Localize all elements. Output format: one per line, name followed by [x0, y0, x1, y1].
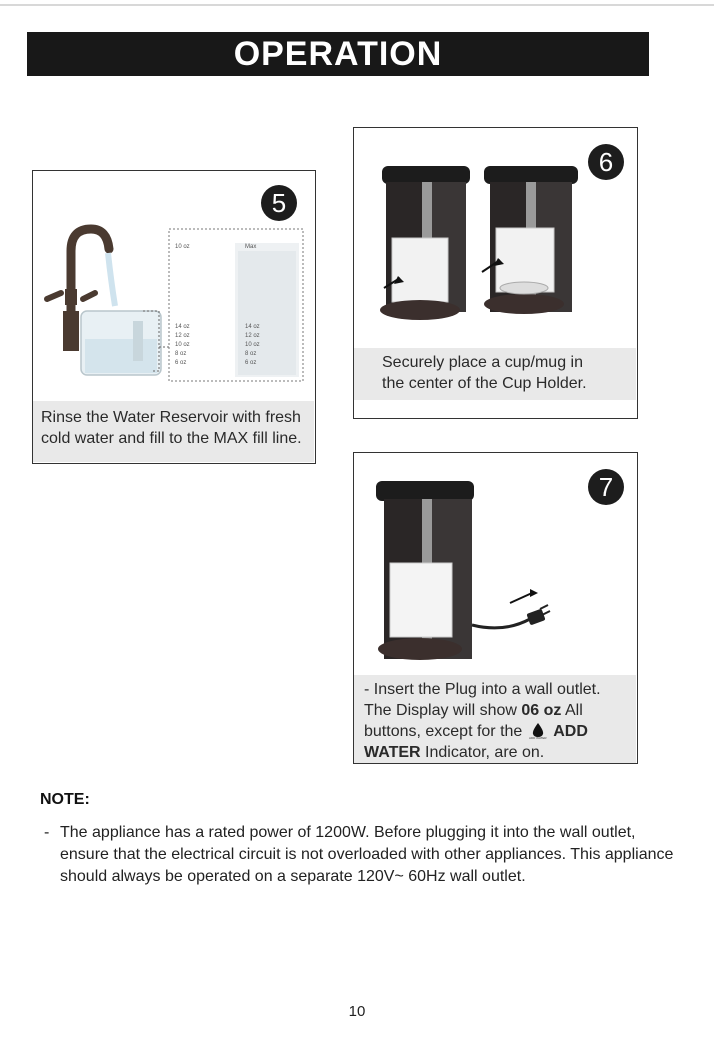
reservoir-scale-left [175, 243, 235, 368]
page-title: OPERATION [27, 32, 649, 76]
scale-mark: 10 oz [245, 342, 260, 348]
scale-mark: 8 oz [245, 351, 257, 357]
page-number: 10 [348, 1003, 366, 1020]
step-7-badge: 7 [588, 469, 624, 505]
note-paragraph [44, 822, 684, 888]
scale-mark: 6 oz [175, 360, 187, 366]
scale-mark: 14 oz [175, 324, 190, 330]
step-6-panel [353, 127, 638, 419]
water-reservoir-icon [81, 311, 161, 375]
step-6-caption: Securely place a cup/mug in the center of the Cup Holder. [354, 348, 636, 400]
scale-mark: 8 oz [175, 351, 187, 357]
coffee-maker-icon [376, 481, 474, 660]
display-value-06oz: 06 oz [521, 702, 562, 719]
step-5-badge: 5 [261, 185, 297, 221]
step-6-badge: 6 [588, 144, 624, 180]
scale-mark: 12 oz [245, 333, 260, 339]
step-5-caption: Rinse the Water Reservoir with fresh cold water and fill to the MAX fill line. [33, 401, 314, 462]
add-water-label: ADD WATER [364, 723, 588, 761]
coffee-maker-icon [482, 166, 578, 314]
reservoir-scale-right [245, 243, 295, 368]
coffee-maker-cup-illustration [354, 128, 636, 348]
scale-mark: 10 oz [175, 342, 190, 348]
step-5-panel [32, 170, 316, 464]
coffee-maker-plug-illustration [354, 453, 636, 673]
add-water-indicator-icon [527, 722, 549, 740]
step-7-caption-text-1: - Insert the Plug into a wall outlet. The Display will show [364, 681, 601, 719]
step-7-panel [353, 452, 638, 764]
step-7-caption-text-3: Indicator, are on. [425, 744, 545, 761]
top-rule [0, 4, 714, 6]
scale-mark: 10 oz [175, 244, 190, 250]
step-7-caption-text-2: All buttons, except for the [364, 702, 583, 740]
note-dash: - [44, 824, 50, 841]
scale-mark: 12 oz [175, 333, 190, 339]
scale-mark: 6 oz [245, 360, 257, 366]
step-7-caption [354, 675, 636, 763]
note-title: NOTE: [40, 791, 90, 808]
power-plug-icon [472, 605, 550, 628]
coffee-maker-icon [380, 166, 470, 320]
note-text: The appliance has a rated power of 1200W. Before plugging it into the wall outlet, ensure that the electrical circuit is not overloaded with other appliances. This appliance should always be operated on a separate 120V~ 60Hz wall outlet. [60, 824, 674, 885]
scale-mark: Max [245, 244, 257, 250]
add-water-indicator-label: ADD WATER [528, 736, 547, 740]
scale-mark: 14 oz [245, 324, 260, 330]
